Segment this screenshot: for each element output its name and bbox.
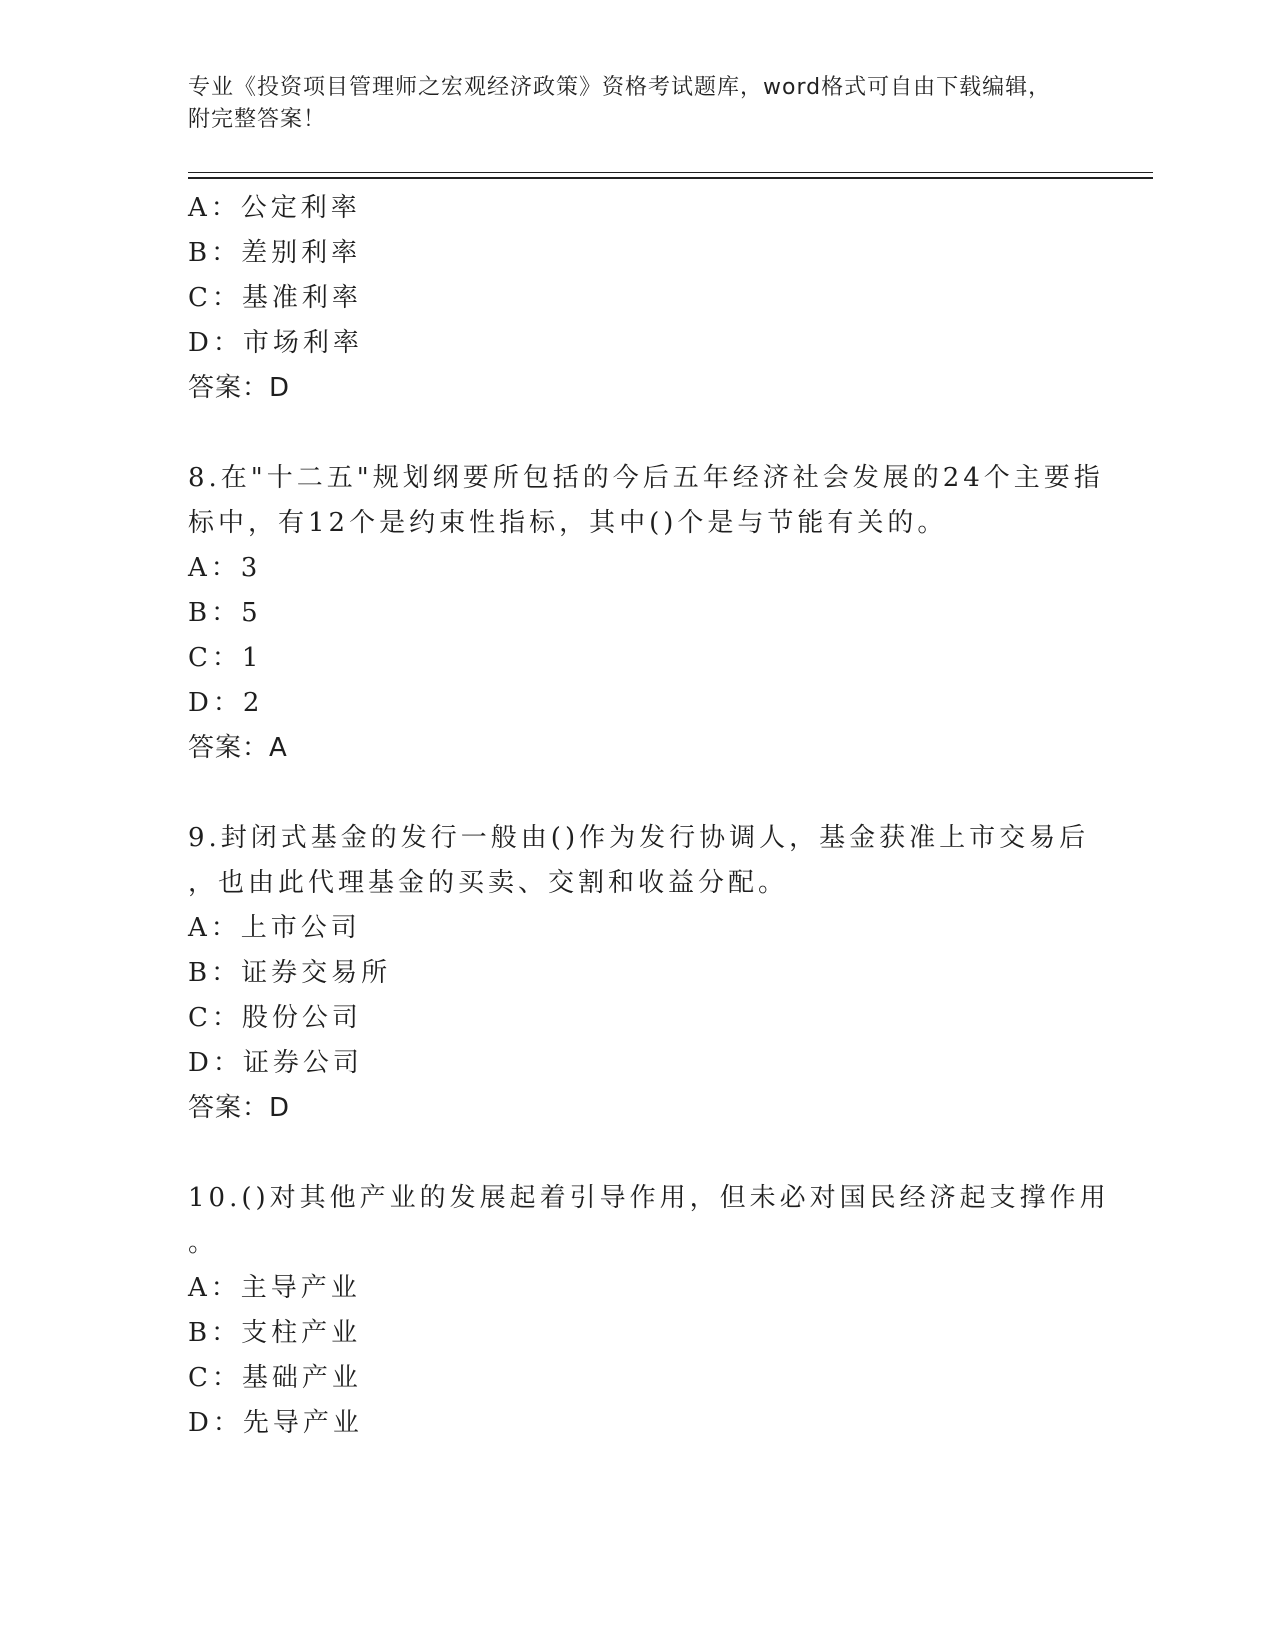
document-header: 专业《投资项目管理师之宏观经济政策》资格考试题库，word格式可自由下载编辑，附完整答案！ — [188, 75, 1052, 132]
q7-option-b: B：差别利率 — [188, 238, 362, 268]
q9-question-line1: 9.封闭式基金的发行一般由()作为发行协调人，基金获准上市交易后 — [188, 823, 1090, 853]
q8-question-line1: 8.在"十二五"规划纲要所包括的今后五年经济社会发展的24个主要指 — [188, 463, 1104, 493]
q10-option-c: C：基础产业 — [188, 1363, 362, 1393]
header-divider-thick — [188, 177, 1153, 179]
q8-answer: 答案：A — [188, 733, 288, 763]
q8-option-d: D：2 — [188, 688, 264, 718]
q9-option-a: A：上市公司 — [188, 913, 361, 943]
q7-option-c: C：基准利率 — [188, 283, 362, 313]
q7-answer: 答案：D — [188, 373, 291, 403]
q9-option-c: C：股份公司 — [188, 1003, 362, 1033]
q9-option-b: B：证券交易所 — [188, 958, 392, 988]
q9-answer: 答案：D — [188, 1093, 291, 1123]
q10-option-b: B：支柱产业 — [188, 1318, 362, 1348]
q8-option-b: B：5 — [188, 598, 262, 628]
q9-option-d: D：证券公司 — [188, 1048, 363, 1078]
q7-option-d: D：市场利率 — [188, 328, 363, 358]
q9-question-line2: ，也由此代理基金的买卖、交割和收益分配。 — [188, 868, 789, 898]
q8-option-c: C：1 — [188, 643, 263, 673]
q8-question-line2: 标中，有12个是约束性指标，其中()个是与节能有关的。 — [188, 508, 948, 538]
q8-option-a: A：3 — [188, 553, 262, 583]
q7-option-a: A：公定利率 — [188, 193, 361, 223]
q10-question-line2: 。 — [188, 1228, 219, 1258]
q10-question-line1: 10.()对其他产业的发展起着引导作用，但未必对国民经济起支撑作用 — [188, 1183, 1110, 1213]
q10-option-a: A：主导产业 — [188, 1273, 361, 1303]
header-divider-thin — [188, 172, 1153, 173]
q10-option-d: D：先导产业 — [188, 1408, 363, 1438]
